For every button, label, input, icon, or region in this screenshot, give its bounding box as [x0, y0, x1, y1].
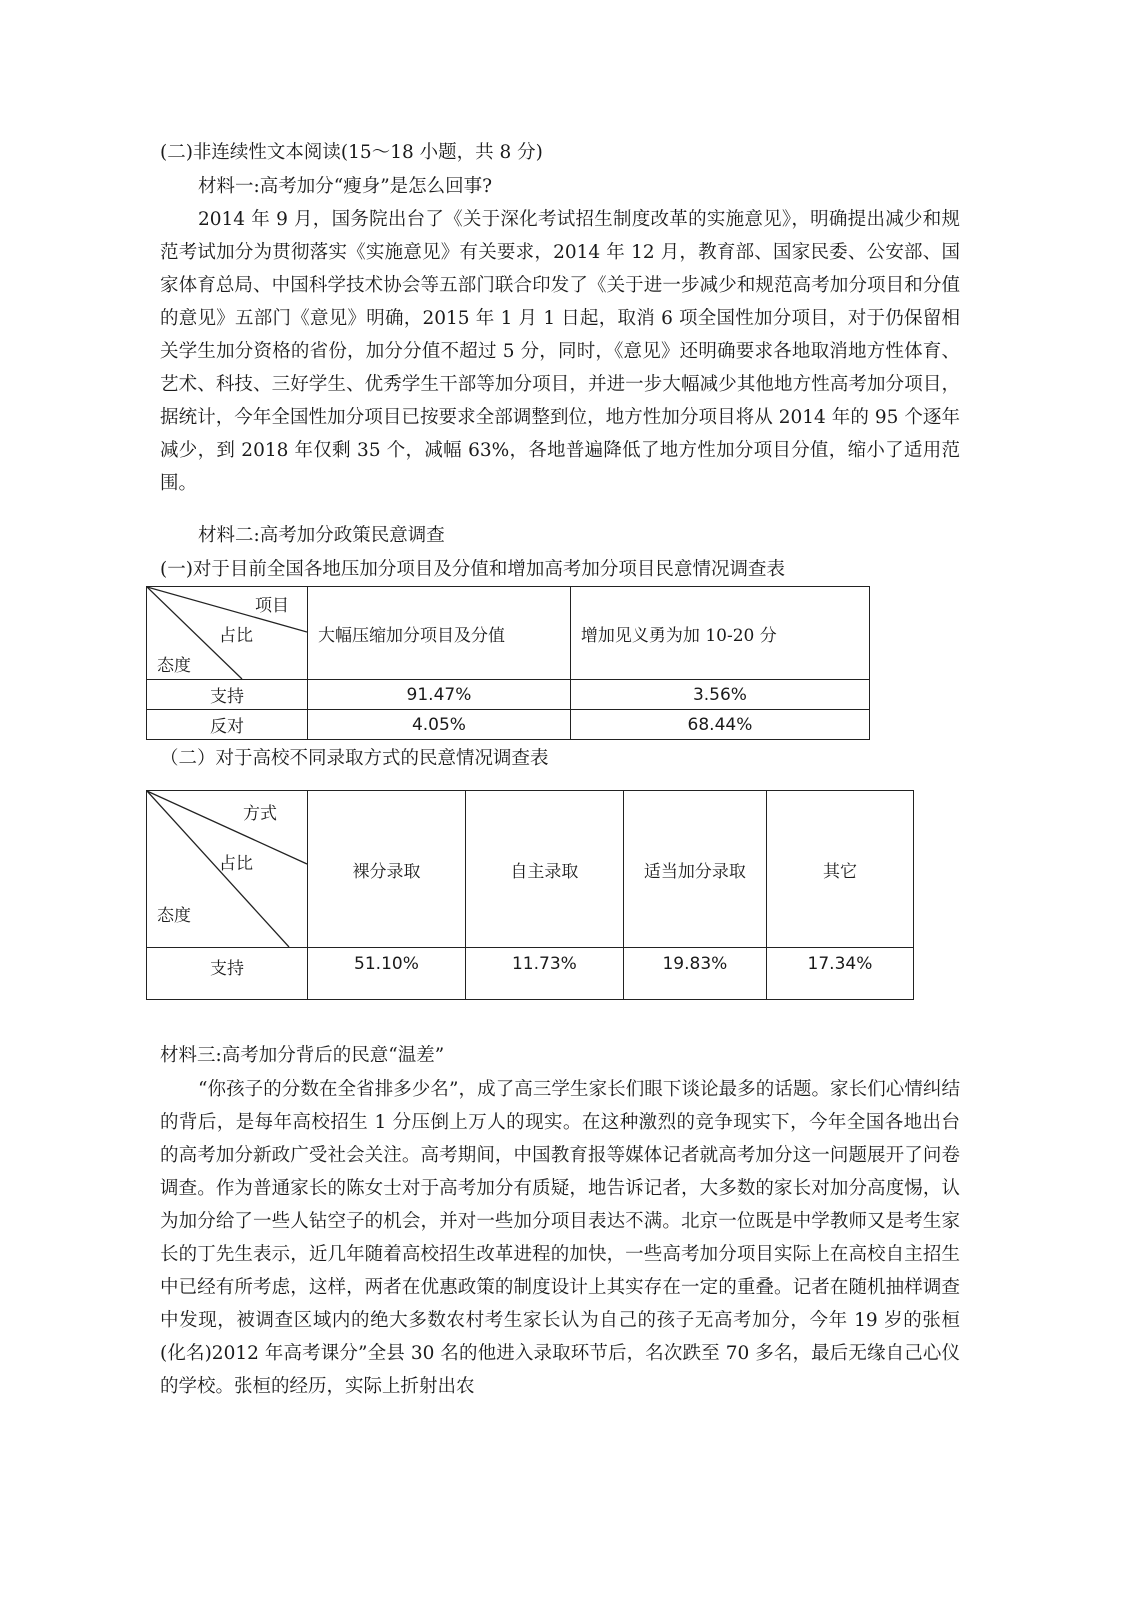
table2-cell: 17.34%: [766, 948, 913, 1000]
table1-cell: 91.47%: [308, 680, 571, 710]
table1-corner-top: 项目: [255, 596, 289, 616]
table2-cell: 19.83%: [623, 948, 766, 1000]
table2-column-header: 其它: [766, 791, 913, 948]
table1-cell: 4.05%: [308, 710, 571, 740]
survey-table-1: [146, 586, 870, 740]
table2-cell: 51.10%: [308, 948, 466, 1000]
table2-corner-middle: 占比: [219, 854, 253, 874]
table1-column-header: 增加见义勇为加 10-20 分: [570, 587, 869, 680]
table2-corner-bottom: 态度: [157, 906, 191, 926]
table2-corner-cell: [147, 791, 308, 948]
table1-corner-middle: 占比: [219, 626, 253, 646]
table2-corner-top: 方式: [243, 804, 277, 824]
material1-title: 材料一:高考加分“瘦身”是怎么回事?: [198, 176, 493, 197]
table1-cell: 3.56%: [570, 680, 869, 710]
table1-row-label: 支持: [147, 680, 308, 710]
table1-column-header: 大幅压缩加分项目及分值: [308, 587, 571, 680]
material1-text: 2014 年 9 月，国务院出台了《关于深化考试招生制度改革的实施意见》，明确提出减少和规范考试加分为贯彻落实《实施意见》有关要求，2014 年 12 月，教育部、国家民委、公安部、国家体育总局、中国科学技术协会等五部门联合印发了《关于进一步减少和规范高考加分项目和分值的意见》五部门《意见》明确，2015 年 1 月 1 日起，取消 6 项全国性加分项目，对于仍保留相关学生加分资格的省份，加分分值不超过 5 分，同时，《意见》还明确要求各地取消地方性体育、艺术、科技、三好学生、优秀学生干部等加分项目，并进一步大幅减少其他地方性高考加分项目，据统计，今年全国性加分项目已按要求全部调整到位，地方性加分项目将从 2014 年的 95 个逐年减少，到 2018 年仅剩 35 个，减幅 63%，各地普遍降低了地方性加分项目分值，缩小了适用范围。: [160, 209, 960, 494]
table2-row-label: 支持: [147, 948, 308, 1000]
table1-cell: 68.44%: [570, 710, 869, 740]
table2-caption: （二）对于高校不同录取方式的民意情况调查表: [160, 748, 549, 769]
survey-table-2: [146, 790, 914, 1000]
material3-text: “你孩子的分数在全省排多少名”，成了高三学生家长们眼下谈论最多的话题。家长们心情纠结的背后，是每年高校招生 1 分压倒上万人的现实。在这种激烈的竞争现实下，今年全国各地出台的高考加分新政广受社会关注。高考期间，中国教育报等媒体记者就高考加分这一问题展开了问卷调查。作为普通家长的陈女士对于高考加分有质疑，地告诉记者，大多数的家长对加分高度惕，认为加分给了一些人钻空子的机会，并对一些加分项目表达不满。北京一位既是中学教师又是考生家长的丁先生表示，近几年随着高校招生改革进程的加快，一些高考加分项目实际上在高校自主招生中已经有所考虑，这样，两者在优惠政策的制度设计上其实存在一定的重叠。记者在随机抽样调查中发现，被调查区域内的绝大多数农村考生家长认为自己的孩子无高考加分，今年 19 岁的张桓(化名)2012 年高考课分”全县 30 名的他进入录取环节后，名次跌至 70 多名，最后无缘自己心仪的学校。张桓的经历，实际上折射出农: [160, 1079, 960, 1397]
table1-caption: (一)对于目前全国各地压加分项目及分值和增加高考加分项目民意情况调查表: [160, 559, 785, 580]
table1-corner-cell: [147, 587, 308, 680]
table2-column-header: 裸分录取: [308, 791, 466, 948]
section-heading: (二)非连续性文本阅读(15～18 小题，共 8 分): [160, 142, 543, 163]
table2-column-header: 自主录取: [465, 791, 623, 948]
material3-title: 材料三:高考加分背后的民意“温差”: [160, 1045, 445, 1066]
table1-row-label: 反对: [147, 710, 308, 740]
material2-title: 材料二:高考加分政策民意调查: [198, 525, 445, 546]
table2-column-header: 适当加分录取: [623, 791, 766, 948]
table1-corner-bottom: 态度: [157, 656, 191, 676]
table2-cell: 11.73%: [465, 948, 623, 1000]
